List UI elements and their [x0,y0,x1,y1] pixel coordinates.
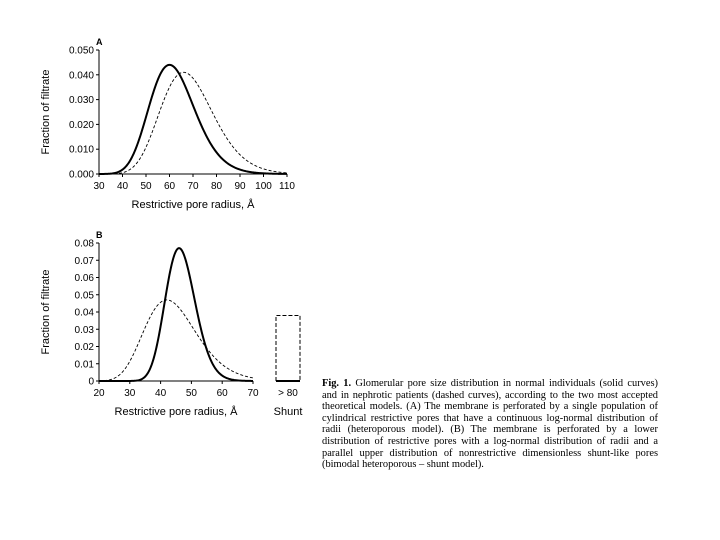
y-tick-label: 0.08 [74,238,94,250]
panel-label: B [96,230,103,240]
shunt-bar-dashed [276,315,300,381]
y-tick-label: 0.000 [68,169,94,181]
chart-panel-a [40,37,295,211]
y-tick-label: 0.03 [74,324,94,336]
x-tick-label: 40 [155,388,167,399]
y-tick-label: 0.04 [74,307,94,319]
y-tick-label: 0.07 [74,255,94,267]
x-tick-label: 110 [279,181,295,192]
x-tick-label: 50 [185,388,197,399]
caption-label: Fig. 1. [322,378,352,389]
x-tick-label: 60 [216,388,228,399]
x-tick-label: 100 [255,181,272,192]
panel-label: A [96,37,103,47]
caption-text: Glomerular pore size distribution in normal individuals (solid curves) and in nephrotic patients (dashed curves), according to the two most accepted theoretical models. (A) The membrane is perforated by a single population of cylindrical restrictive pores that have a continuous log-normal distribution of radii (heteroporous model). (B) The membrane is perforated by a lower distribution of restrictive pores with a log-normal distribution of radii and a parallel upper distribution of nonrestrictive dimensionless shunt-like pores (bimodal heteroporous – shunt model). [322,378,658,471]
shunt-category-label: > 80 [278,388,298,399]
y-tick-label: 0.02 [74,342,94,353]
y-tick-label: 0.050 [68,45,94,57]
shunt-axis-label: Shunt [273,406,303,418]
x-tick-label: 90 [234,181,246,192]
y-tick-label: 0.05 [74,290,94,302]
y-axis-label: Fraction of filtrate [40,269,52,355]
x-axis-label: Restrictive pore radius, Å [114,406,238,418]
normal-curve-solid [99,65,287,174]
x-tick-label: 30 [93,181,105,192]
figure-caption [322,378,658,471]
y-tick-label: 0.01 [74,359,94,371]
y-tick-label: 0.06 [74,273,94,284]
normal-curve-solid [99,248,253,381]
nephrotic-curve-dashed [99,72,287,174]
x-tick-label: 60 [163,181,176,192]
x-axis-label: Restrictive pore radius, Å [131,199,255,211]
x-tick-label: 70 [247,388,259,399]
x-tick-label: 50 [140,181,152,192]
y-tick-label: 0.020 [68,119,94,131]
x-tick-label: 70 [187,181,199,192]
x-tick-label: 20 [93,388,105,399]
y-axis-label: Fraction of filtrate [40,69,52,155]
x-tick-label: 30 [124,388,136,399]
nephrotic-curve-dashed [99,300,253,381]
y-tick-label: 0.040 [68,70,94,82]
y-tick-label: 0.030 [68,95,94,107]
x-tick-label: 40 [116,181,129,192]
y-tick-label: 0 [88,376,94,388]
y-tick-label: 0.010 [68,144,94,156]
chart-panel-b [40,230,302,418]
x-tick-label: 80 [210,181,223,192]
